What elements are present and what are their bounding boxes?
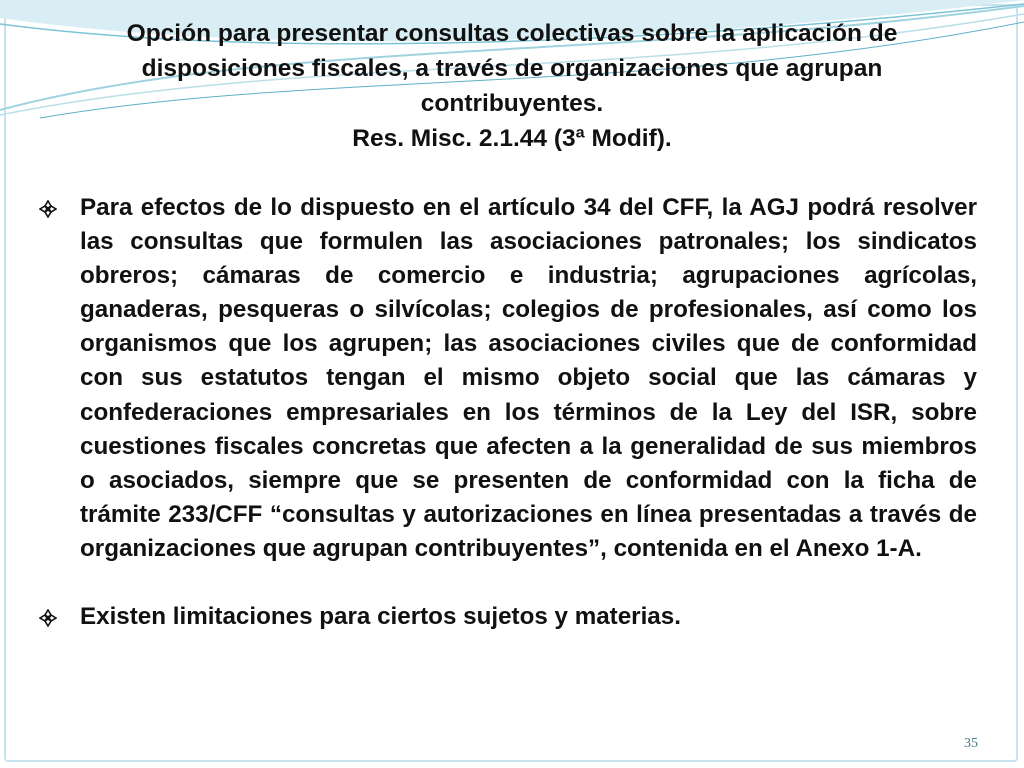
title-line: Opción para presentar consultas colectivas sobre la aplicación de (126, 20, 898, 47)
bullet-list (80, 191, 977, 634)
title-line: contribuyentes. (420, 90, 604, 117)
bullet-text: Existen limitaciones para ciertos sujetos y materias. (80, 603, 681, 631)
diamond-bullet-icon (39, 200, 57, 218)
bullet-item (80, 600, 977, 634)
diamond-bullet-icon (39, 609, 57, 627)
title-line: Res. Misc. 2.1.44 (3ª Modif). (352, 125, 672, 152)
bullet-item (80, 191, 977, 566)
title-line: disposiciones fiscales, a través de organizaciones que agrupan (141, 55, 883, 82)
bullet-text: Para efectos de lo dispuesto en el artículo 34 del CFF, la AGJ podrá resolver las consultas que formulen las asociaciones patronales; los sindicatos obreros; cámaras de comercio e industria; agrupaciones agrícolas, ganaderas, pesqueras o silvícolas; colegios de profesionales, así como los organismos que los agrupen; las asociaciones civiles que de conformidad con sus estatutos tengan el mismo objeto social que las cámaras y confederaciones empresariales en los términos de la Ley del ISR, sobre cuestiones fiscales concretas que afecten a la generalidad de sus miembros o asociados, siempre que se presenten de conformidad con la ficha de trámite 233/CFF “consultas y autorizaciones en línea presentadas a través de organizaciones que agrupan contribuyentes”, contenida en el Anexo 1-A. (80, 194, 977, 562)
slide-title (40, 16, 984, 156)
page-number: 35 (964, 736, 978, 751)
